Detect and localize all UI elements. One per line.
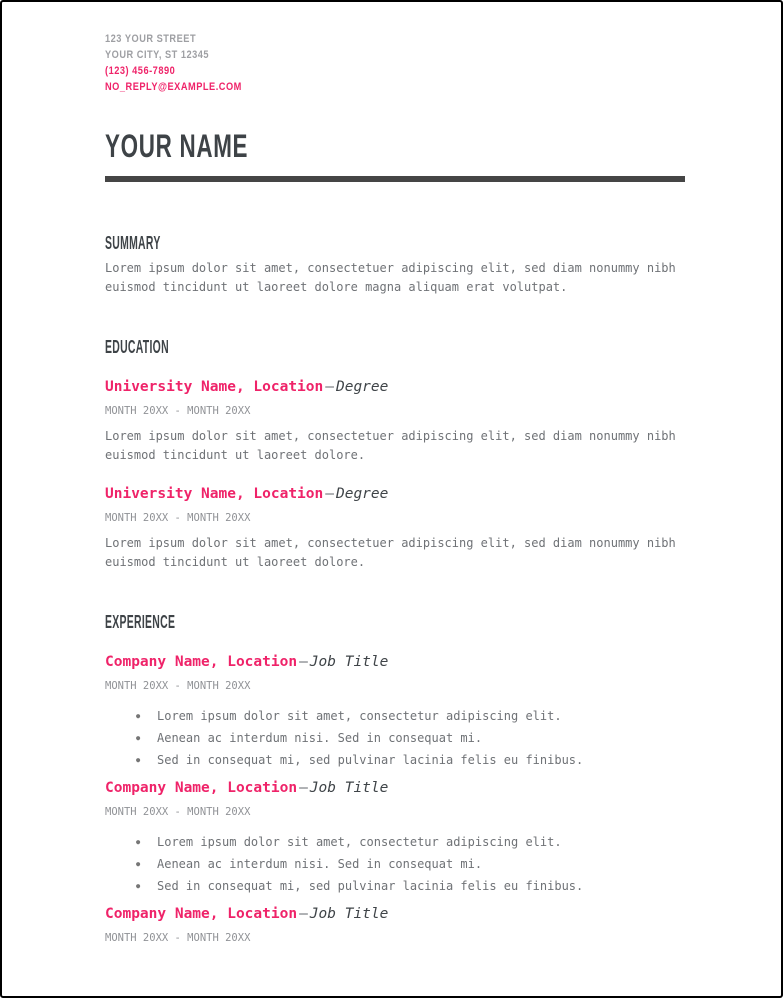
institution-name: University Name, Location (105, 379, 324, 395)
summary-text: Lorem ipsum dolor sit amet, consectetuer adipiscing elit, sed diam nonummy nibh euismod tincidunt ut laoreet dolore magna aliquam erat volutpat. (105, 261, 676, 294)
title-separator: — (325, 379, 334, 395)
bullet-item: ● Aenean ac interdum nisi. Sed in consequat mi. (105, 727, 685, 749)
job-title: Job Title (309, 906, 389, 922)
date-range: MONTH 20XX - MONTH 20XX (105, 512, 251, 524)
job-title: Job Title (309, 654, 389, 670)
contact-block (105, 31, 685, 95)
experience-entry (105, 653, 685, 771)
title-separator: — (299, 654, 308, 670)
section-title-education: EDUCATION (105, 337, 169, 357)
title-separator: — (299, 906, 308, 922)
contact-email: NO_REPLY@EXAMPLE.COM (105, 81, 242, 93)
entry-description: Lorem ipsum dolor sit amet, consectetuer adipiscing elit, sed diam nonummy nibh euismod tincidunt ut laoreet dolore. (105, 429, 676, 462)
experience-entry-title (105, 653, 685, 671)
name-heading: YOUR NAME (105, 128, 249, 164)
education-entry-title (105, 485, 685, 503)
bullet-list (105, 831, 685, 897)
date-range: MONTH 20XX - MONTH 20XX (105, 932, 251, 944)
degree-title: Degree (335, 379, 389, 395)
section-experience (105, 612, 685, 945)
section-summary (105, 233, 685, 297)
bullet-item: ● Sed in consequat mi, sed pulvinar lacinia felis eu finibus. (105, 875, 685, 897)
bullet-item: ● Lorem ipsum dolor sit amet, consectetur adipiscing elit. (105, 831, 685, 853)
education-entry (105, 485, 685, 572)
experience-entry-title (105, 779, 685, 797)
degree-title: Degree (335, 486, 389, 502)
education-entry-title (105, 378, 685, 396)
bullet-item: ● Lorem ipsum dolor sit amet, consectetur adipiscing elit. (105, 705, 685, 727)
experience-entry-title (105, 905, 685, 923)
experience-entry (105, 905, 685, 945)
company-name: Company Name, Location (105, 906, 298, 922)
entry-description: Lorem ipsum dolor sit amet, consectetuer adipiscing elit, sed diam nonummy nibh euismod tincidunt ut laoreet dolore. (105, 536, 676, 569)
job-title: Job Title (309, 780, 389, 796)
section-education (105, 337, 685, 572)
contact-address-line2: YOUR CITY, ST 12345 (105, 49, 210, 61)
divider-rule (105, 176, 685, 182)
section-title-experience: EXPERIENCE (105, 612, 176, 632)
date-range: MONTH 20XX - MONTH 20XX (105, 680, 251, 692)
experience-entry (105, 779, 685, 897)
contact-phone: (123) 456-7890 (105, 65, 176, 77)
bullet-list (105, 705, 685, 771)
institution-name: University Name, Location (105, 486, 324, 502)
education-entry (105, 378, 685, 465)
title-separator: — (299, 780, 308, 796)
bullet-item: ● Sed in consequat mi, sed pulvinar lacinia felis eu finibus. (105, 749, 685, 771)
company-name: Company Name, Location (105, 654, 298, 670)
section-title-summary: SUMMARY (105, 233, 161, 253)
date-range: MONTH 20XX - MONTH 20XX (105, 405, 251, 417)
title-separator: — (325, 486, 334, 502)
company-name: Company Name, Location (105, 780, 298, 796)
bullet-item: ● Aenean ac interdum nisi. Sed in consequat mi. (105, 853, 685, 875)
date-range: MONTH 20XX - MONTH 20XX (105, 806, 251, 818)
contact-address-line1: 123 YOUR STREET (105, 33, 197, 45)
